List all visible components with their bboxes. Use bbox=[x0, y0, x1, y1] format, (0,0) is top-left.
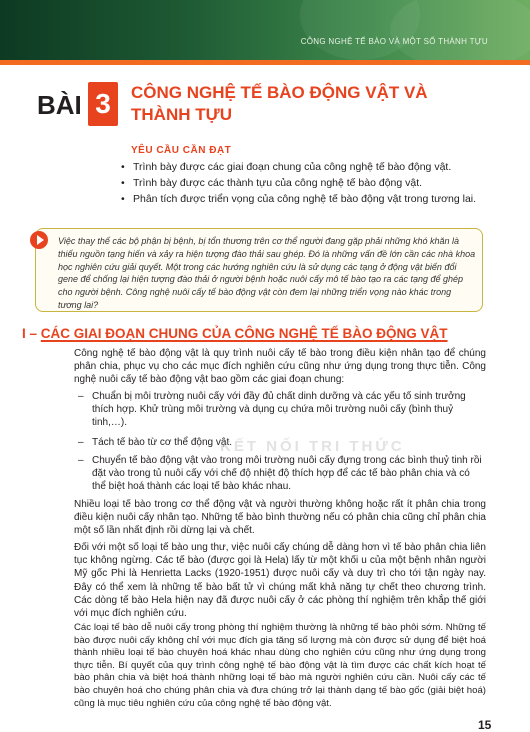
section-roman: I – bbox=[22, 326, 38, 341]
list-item: – Tách tế bào từ cơ thể động vật. bbox=[74, 436, 484, 449]
lesson-label: BÀI bbox=[37, 90, 82, 120]
list-item: – Chuyển tế bào động vật vào trong môi trường nuôi cấy đựng trong các bình thuỷ tinh rồi đặt vào trong tủ nuôi cấy với chế độ nhiệt độ thích hợp để các tế bào phân chia và có thể biệt hoá thành các loại tế bào khác nhau. bbox=[74, 454, 484, 494]
lesson-number: 3 bbox=[88, 82, 118, 126]
watermark: KẾT NỐI TRI THỨC bbox=[220, 438, 405, 455]
play-icon bbox=[30, 231, 48, 249]
running-title: CÔNG NGHỆ TẾ BÀO VÀ MỘT SỐ THÀNH TỰU bbox=[300, 37, 488, 46]
lesson-title: CÔNG NGHỆ TẾ BÀO ĐỘNG VẬT VÀ THÀNH TỰU bbox=[131, 83, 428, 124]
page-number: 15 bbox=[478, 718, 492, 732]
intro-box bbox=[35, 228, 483, 312]
requirements-list bbox=[121, 159, 501, 207]
intro-text: Việc thay thế các bộ phận bị bệnh, bị tổn thương trên cơ thể người đang gặp phải những khó khăn là thiếu nguồn tạng hiến và xảy ra hiện tượng đào thải sau ghép. Đó là những vấn đề lớn cần các nhà khoa học nghiên cứu giải quyết. Một trong các hướng nghiên cứu là sử dụng các tạng ở động vật biến đổi gene để chống lại hiện tượng đào thải ở người bệnh hoặc nuôi cấy mô tế bào tạo ra các tạng để ghép cho người bệnh. Công nghệ nuôi cấy tế bào động vật còn đem lại những triển vọng nào khác trong tương lai? bbox=[58, 236, 476, 310]
header-rule bbox=[0, 60, 530, 65]
paragraph: Công nghệ tế bào động vật là quy trình nuôi cấy tế bào trong điều kiện nhân tạo để chúng phân chia, phục vụ cho các mục đích nghiên cứu cũng như ứng dụng trong thực tiễn. Công nghệ nuôi cấy tế bào động vật bao gồm các giai đoạn chung: bbox=[74, 348, 486, 386]
paragraph: Các loại tế bào dễ nuôi cấy trong phòng thí nghiệm thường là những tế bào phôi sớm. Những tế bào được nuôi cấy không chỉ với mục đích gia tăng số lượng mà còn được sử dụng để biệt hoá thành nhiều loại tế bào chuyên hoá khác nhau dùng cho nghiên cứu cũng như ứng dụng trong thực tiễn. Bí quyết của quy trình công nghệ tế bào động vật là tìm được các chất kích hoạt tế bào phân chia và biệt hoá thành những loại tế bào mà người nghiên cứu cần. Nuôi cấy các tế bào chuyên hoá cho chúng phân chia và đưa chúng trở lại thành dạng tế bào gốc (giải biệt hoá) cũng là mục tiêu nghiên cứu của công nghệ tế bào động vật. bbox=[74, 622, 486, 709]
paragraph: Nhiều loại tế bào trong cơ thể động vật và người thường không hoặc rất ít phân chia trong điều kiện nuôi cấy nhân tạo. Những tế bào bình thường nếu có phân chia cũng chỉ phân chia một số lần nhất định rồi dừng lại và chết. bbox=[74, 499, 486, 537]
section-title: CÁC GIAI ĐOẠN CHUNG CỦA CÔNG NGHỆ TẾ BÀO ĐỘNG VẬT bbox=[40, 326, 448, 341]
paragraph: Đối với một số loại tế bào ung thư, việc nuôi cấy chúng dễ dàng hơn vì tế bào phân chia liên tục không ngừng. Các tế bào (được gọi là Hela) lấy từ một khối u của một bệnh nhân người Mỹ gốc Phi là Henrietta Lacks (1920-1951) được nuôi cấy và duy trì cho tới tận ngày nay. Đây có thể xem là những tế bào bất tử vì chúng mất khả năng tự chết theo chương trình. Các dòng tế bào Hela hiện nay đã được nuôi cấy ở các phòng thí nghiệm trên khắp thế giới với mục đích nghiên cứu. bbox=[74, 542, 486, 620]
requirement-item: • Trình bày được các thành tựu của công nghệ tế bào động vật. bbox=[121, 175, 501, 191]
requirements-heading: YÊU CẦU CẦN ĐẠT bbox=[131, 145, 232, 156]
requirement-item: • Phân tích được triển vọng của công nghệ tế bào động vật trong tương lai. bbox=[121, 191, 501, 207]
header-band bbox=[0, 0, 530, 60]
section-heading bbox=[22, 326, 448, 341]
list-item: – Chuẩn bị môi trường nuôi cấy với đầy đủ chất dinh dưỡng và các yếu tố sinh trưởng thích hợp. Khử trùng môi trường và dụng cụ chứa môi trường nuôi cấy (bình thuỷ tinh,…). bbox=[74, 390, 484, 430]
requirement-item: • Trình bày được các giai đoạn chung của công nghệ tế bào động vật. bbox=[121, 159, 501, 175]
